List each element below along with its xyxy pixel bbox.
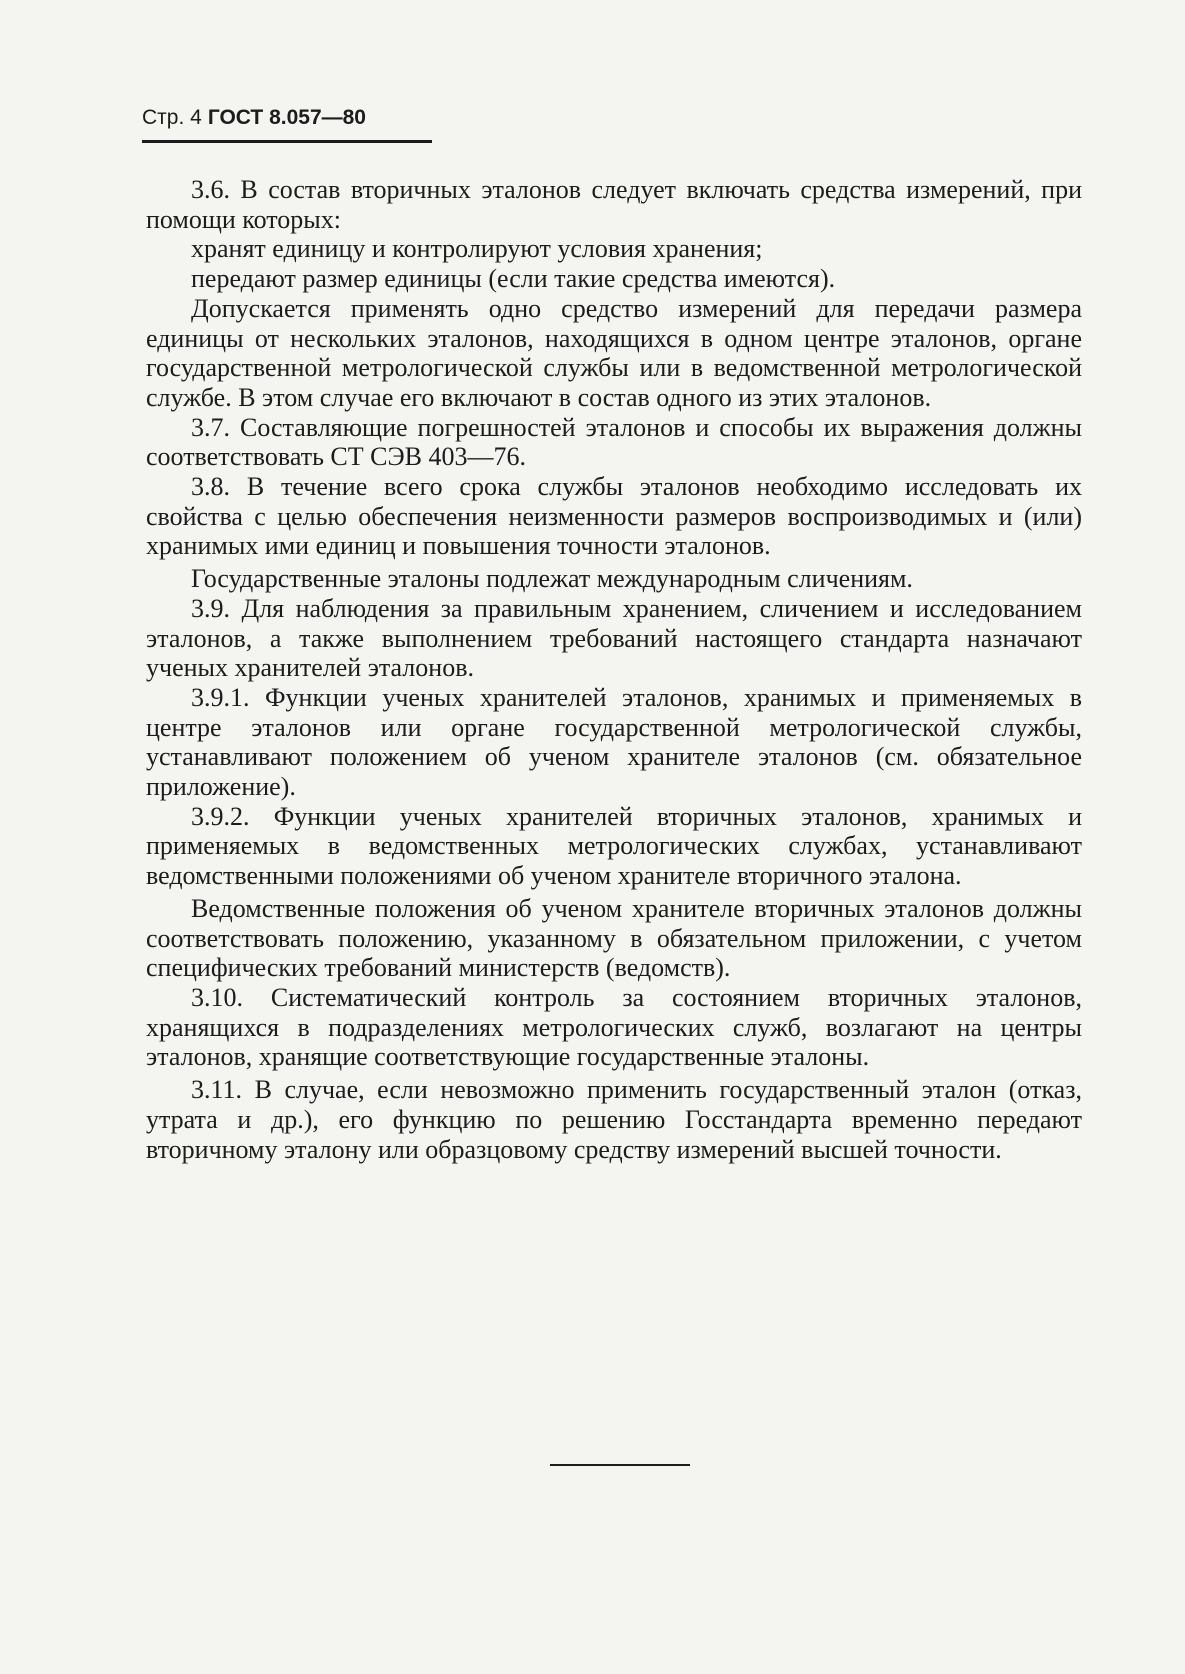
paragraph-3-6-note: Допускается применять одно средство измерений для передачи размера единицы от нескольких эталонов, находящихся в одном центре эталонов, органе государственной метрологической службы или в ведомственной метрологической службе. В этом случае его включают в состав одного из этих эталонов. xyxy=(146,293,1082,412)
paragraph-3-6-item-1: хранят единицу и контролируют условия хранения; xyxy=(191,234,763,264)
paragraph-3-9: 3.9. Для наблюдения за правильным хранением, сличением и исследованием эталонов, а также выполнением требований настоящего стандарта назначают ученых хранителей эталонов. xyxy=(146,593,1082,683)
paragraph-3-11: 3.11. В случае, если невозможно применить государственный эталон (отказ, утрата и др.), его функцию по решению Госстандарта временно передают вторичному эталону или образцовому средству измерений высшей точности. xyxy=(146,1075,1082,1164)
standard-designation: ГОСТ 8.057—80 xyxy=(207,106,366,129)
paragraph-3-7: 3.7. Составляющие погрешностей эталонов и способы их выражения должны соответствовать СТ СЭВ 403—76. xyxy=(146,412,1082,472)
document-body xyxy=(146,175,1082,1164)
paragraph-3-9-2: 3.9.2. Функции ученых хранителей вторичных эталонов, хранимых и применяемых в ведомственных метрологических службах, устанавливают ведомственными положениями об ученом хранителе вторичного эталона. xyxy=(146,801,1082,891)
paragraph-3-9-2-note: Ведомственные положения об ученом хранителе вторичных эталонов должны соответствовать положению, указанному в обязательном приложении, с учетом специфических требований министерств (ведомств). xyxy=(146,893,1082,983)
paragraph-3-9-1: 3.9.1. Функции ученых хранителей эталонов, хранимых и применяемых в центре эталонов или органе государственной метрологической службы, устанавливают положением об ученом хранителе эталонов (см. обязательное приложение). xyxy=(146,682,1082,802)
paragraph-3-8: 3.8. В течение всего срока службы эталонов необходимо исследовать их свойства с целью обеспечения неизменности размеров воспроизводимых и (или) хранимых ими единиц и повышения точности эталонов. xyxy=(146,472,1082,561)
header-rule xyxy=(142,140,432,143)
paragraph-3-6: 3.6. В состав вторичных эталонов следует включать средства измерений, при помощи которых: xyxy=(146,175,1082,234)
paragraph-3-8-note: Государственные эталоны подлежат международным сличениям. xyxy=(191,564,913,594)
page-number: Стр. 4 xyxy=(142,106,202,129)
page-header xyxy=(142,104,432,132)
end-of-text-rule xyxy=(550,1464,690,1466)
paragraph-3-10: 3.10. Систематический контроль за состоянием вторичных эталонов, хранящихся в подразделениях метрологических служб, возлагают на центры эталонов, хранящие соответствующие государственные эталоны. xyxy=(146,982,1082,1072)
paragraph-3-6-item-2: передают размер единицы (если такие средства имеются). xyxy=(191,264,836,294)
